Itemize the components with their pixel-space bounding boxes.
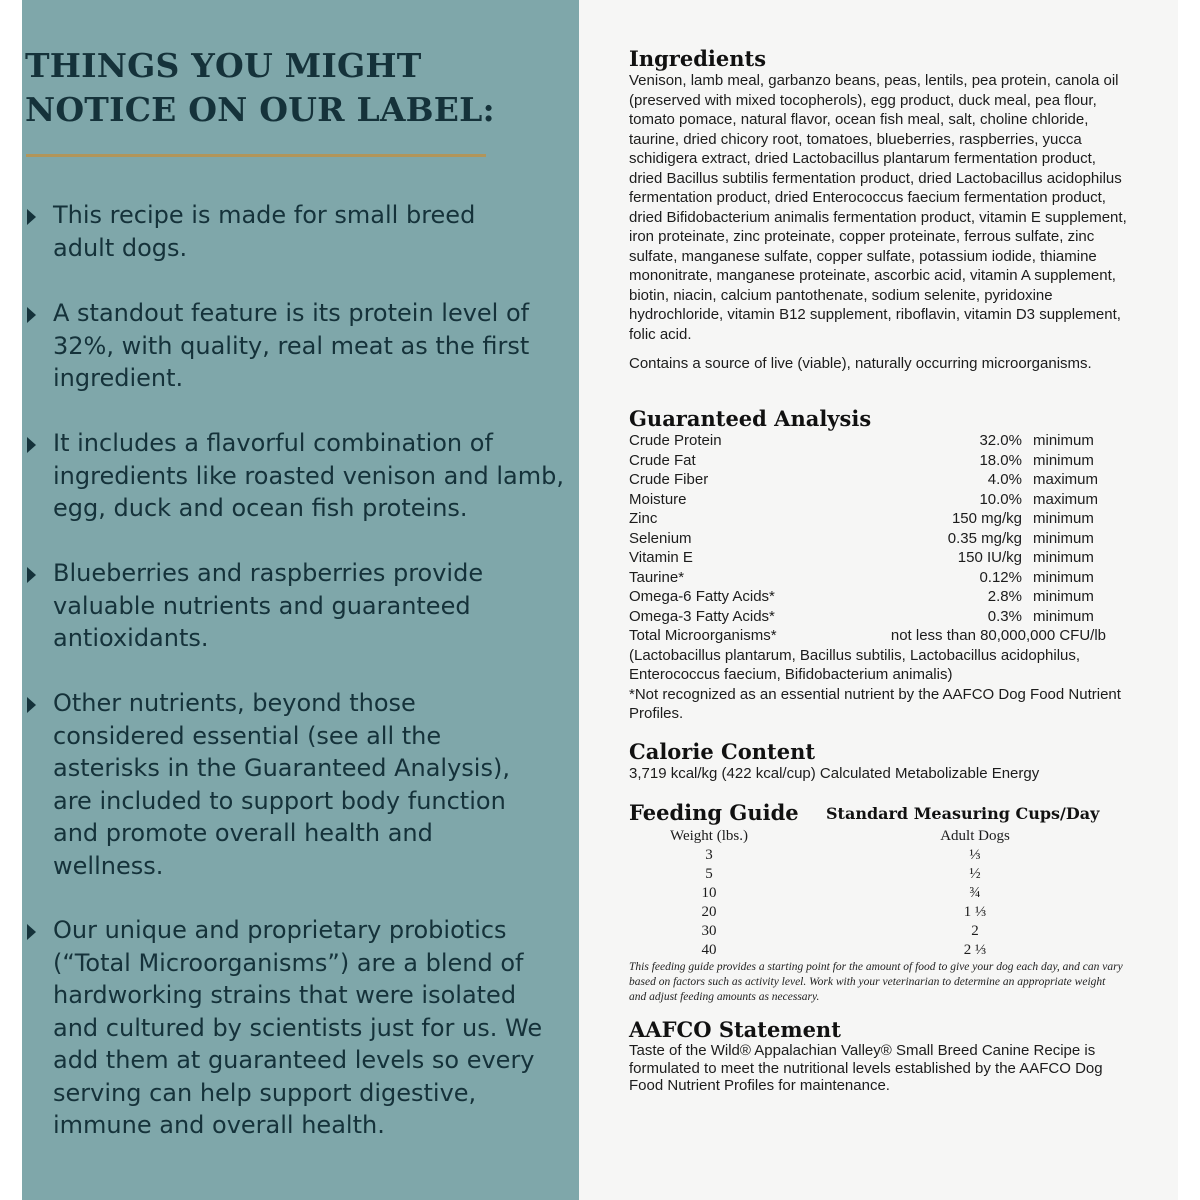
analysis-row — [629, 451, 1124, 471]
feeding-weight: 5 — [705, 866, 713, 882]
analysis-row — [629, 568, 1124, 588]
analysis-value: 2.8% — [987, 588, 1022, 605]
analysis-qualifier: minimum — [1033, 588, 1094, 605]
feeding-guide-heading: Feeding Guide — [629, 800, 799, 825]
aafco-text: Taste of the Wild® Appalachian Valley® Small Breed Canine Recipe is formulated to meet the nutritional levels established by the AAFCO Dog Food Nutrient Profiles for maintenance. — [629, 1042, 1103, 1094]
analysis-value: 4.0% — [987, 471, 1022, 488]
calorie-text: 3,719 kcal/kg (422 kcal/cup) Calculated Metabolizable Energy — [629, 765, 1040, 782]
analysis-heading: Guaranteed Analysis — [629, 406, 872, 431]
analysis-qualifier: maximum — [1033, 471, 1099, 488]
feeding-row — [629, 884, 1124, 903]
title-line-1: THINGS YOU MIGHT — [25, 46, 422, 85]
analysis-nutrient: Crude Protein — [629, 432, 722, 449]
ingredients-heading: Ingredients — [629, 46, 767, 71]
guaranteed-analysis-section — [629, 407, 1124, 724]
feeding-weight: 40 — [701, 942, 717, 958]
analysis-value: 0.12% — [979, 568, 1022, 586]
feeding-weight: 10 — [701, 885, 717, 901]
analysis-value: not less than 80,000,000 CFU/lb — [890, 627, 1106, 644]
analysis-row — [629, 529, 1124, 549]
feeding-row — [629, 941, 1124, 960]
analysis-value: 0.3% — [987, 607, 1022, 625]
analysis-value: 150 IU/kg — [957, 549, 1022, 566]
analysis-nutrient: Crude Fat — [629, 451, 696, 469]
analysis-value: 18.0% — [979, 451, 1022, 469]
analysis-qualifier: minimum — [1033, 549, 1094, 566]
arrow-bullet-icon — [27, 697, 36, 713]
analysis-value: 10.0% — [979, 490, 1022, 508]
feeding-cups: ¾ — [969, 885, 981, 901]
cups-column-header: Adult Dogs — [940, 828, 1010, 844]
bullet-item — [27, 687, 572, 882]
analysis-value: 0.35 mg/kg — [947, 529, 1022, 547]
feeding-guide-section — [629, 801, 1124, 1005]
feeding-cups: 1 ⅓ — [963, 904, 987, 920]
analysis-qualifier: minimum — [1033, 451, 1094, 469]
analysis-qualifier: maximum — [1033, 490, 1099, 508]
analysis-nutrient: Moisture — [629, 490, 687, 508]
aafco-section — [629, 1018, 1124, 1095]
analysis-value: 32.0% — [979, 432, 1022, 449]
feeding-column-headers — [629, 827, 1124, 846]
feeding-weight: 30 — [701, 923, 717, 939]
bullet-text: This recipe is made for small breed adult dogs. — [53, 201, 476, 262]
bullet-item — [27, 557, 572, 655]
feeding-guide-subheading: Standard Measuring Cups/Day — [826, 804, 1100, 823]
bullet-text: A standout feature is its protein level of 32%, with quality, real meat as the first ingredient. — [53, 299, 530, 392]
ingredients-list: Venison, lamb meal, garbanzo beans, peas, lentils, pea protein, canola oil (preserved with mixed tocopherols), egg product, duck meal, pea flour, tomato pomace, natural flavor, ocean fish meal, salt, choline chloride, taurine, dried chicory root, tomatoes, blueberries, raspberries, yucca schidigera extract, dried Lactobacillus plantarum fermentation product, dried Bacillus subtilis fermentation product, dried Lactobacillus acidophilus fermentation product, dried Enterococcus faecium fermentation product, dried Bifidobacterium animalis fermentation product, vitamin E supplement, iron proteinate, zinc proteinate, copper proteinate, ferrous sulfate, zinc sulfate, manganese sulfate, copper sulfate, potassium iodide, thiamine mononitrate, manganese proteinate, ascorbic acid, vitamin A supplement, biotin, niacin, calcium pantothenate, sodium selenite, pyridoxine hydrochloride, vitamin B12 supplement, riboflavin, vitamin D3 supplement, folic acid. — [629, 72, 1127, 343]
feeding-cups: 2 ⅓ — [963, 942, 987, 958]
analysis-qualifier: minimum — [1033, 607, 1094, 625]
analysis-row-total — [629, 626, 1124, 646]
bullet-item — [27, 297, 572, 395]
analysis-table — [629, 431, 1124, 626]
analysis-row — [629, 548, 1124, 568]
arrow-bullet-icon — [27, 437, 36, 453]
ingredients-section — [629, 46, 1127, 374]
aafco-heading: AAFCO Statement — [629, 1017, 841, 1042]
calorie-section — [629, 740, 1124, 784]
arrow-bullet-icon — [27, 209, 36, 225]
label-notes-panel — [22, 0, 579, 1200]
analysis-nutrient: Taurine* — [629, 568, 685, 586]
analysis-nutrient: Crude Fiber — [629, 471, 709, 488]
analysis-nutrient: Selenium — [629, 529, 692, 547]
feeding-row — [629, 846, 1124, 865]
analysis-qualifier: minimum — [1033, 568, 1094, 586]
title-divider — [26, 154, 486, 157]
analysis-footnote: *Not recognized as an essential nutrient by the AAFCO Dog Food Nutrient Profiles. — [629, 685, 1121, 722]
analysis-row — [629, 509, 1124, 529]
feeding-note: This feeding guide provides a starting point for the amount of food to give your dog each day, and can vary based on factors such as activity level. Work with your veterinarian to determine an appropriate weight and adjust feeding amounts as necessary. — [629, 961, 1123, 1003]
feeding-weight: 20 — [701, 904, 717, 920]
analysis-row — [629, 607, 1124, 627]
arrow-bullet-icon — [27, 567, 36, 583]
feeding-weight: 3 — [705, 847, 713, 863]
analysis-row — [629, 587, 1124, 607]
feeding-cups: ½ — [969, 866, 981, 882]
bullet-item — [27, 427, 572, 525]
feeding-row — [629, 903, 1124, 922]
feeding-cups: ⅓ — [969, 847, 981, 863]
analysis-qualifier: minimum — [1033, 510, 1094, 527]
feeding-table — [629, 846, 1124, 960]
analysis-row — [629, 470, 1124, 490]
analysis-row — [629, 490, 1124, 510]
bullet-text: Other nutrients, beyond those considered essential (see all the asterisks in the Guaranteed Analysis), are included to support body function and promote overall health and wellness. — [53, 689, 510, 880]
analysis-nutrient: Zinc — [629, 510, 658, 527]
feeding-row — [629, 865, 1124, 884]
weight-column-header: Weight (lbs.) — [670, 828, 748, 844]
bullet-text: Our unique and proprietary probiotics (“Total Microorganisms”) are a blend of hardworking strains that were isolated and cultured by scientists just for us. We add them at guaranteed levels so every serving can help support digestive, immune and overall health. — [53, 916, 543, 1139]
bullet-item — [27, 914, 572, 1142]
arrow-bullet-icon — [27, 924, 36, 940]
analysis-strains: (Lactobacillus plantarum, Bacillus subtilis, Lactobacillus acidophilus, Enterococcus faecium, Bifidobacterium animalis) — [629, 646, 1081, 683]
panel-title — [25, 44, 565, 132]
feeding-row — [629, 922, 1124, 941]
probiotic-note: Contains a source of live (viable), naturally occurring microorganisms. — [629, 355, 1092, 372]
analysis-value: 150 mg/kg — [951, 510, 1022, 527]
arrow-bullet-icon — [27, 307, 36, 323]
title-line-2: NOTICE ON OUR LABEL: — [25, 90, 495, 129]
calorie-heading: Calorie Content — [629, 739, 816, 764]
analysis-nutrient: Vitamin E — [629, 549, 693, 566]
bullet-text: Blueberries and raspberries provide valuable nutrients and guaranteed antioxidants. — [53, 559, 484, 652]
analysis-row — [629, 431, 1124, 451]
analysis-qualifier: minimum — [1033, 529, 1094, 547]
analysis-nutrient: Total Microorganisms* — [629, 627, 777, 644]
analysis-qualifier: minimum — [1033, 432, 1094, 449]
feeding-guide-header — [629, 801, 1124, 827]
bullet-item — [27, 199, 572, 264]
feeding-cups: 2 — [971, 923, 979, 939]
nutrition-label-panel — [579, 0, 1178, 1200]
analysis-nutrient: Omega-6 Fatty Acids* — [629, 588, 775, 605]
analysis-nutrient: Omega-3 Fatty Acids* — [629, 607, 775, 625]
bullet-text: It includes a flavorful combination of ingredients like roasted venison and lamb, egg, duck and ocean fish proteins. — [53, 429, 564, 522]
